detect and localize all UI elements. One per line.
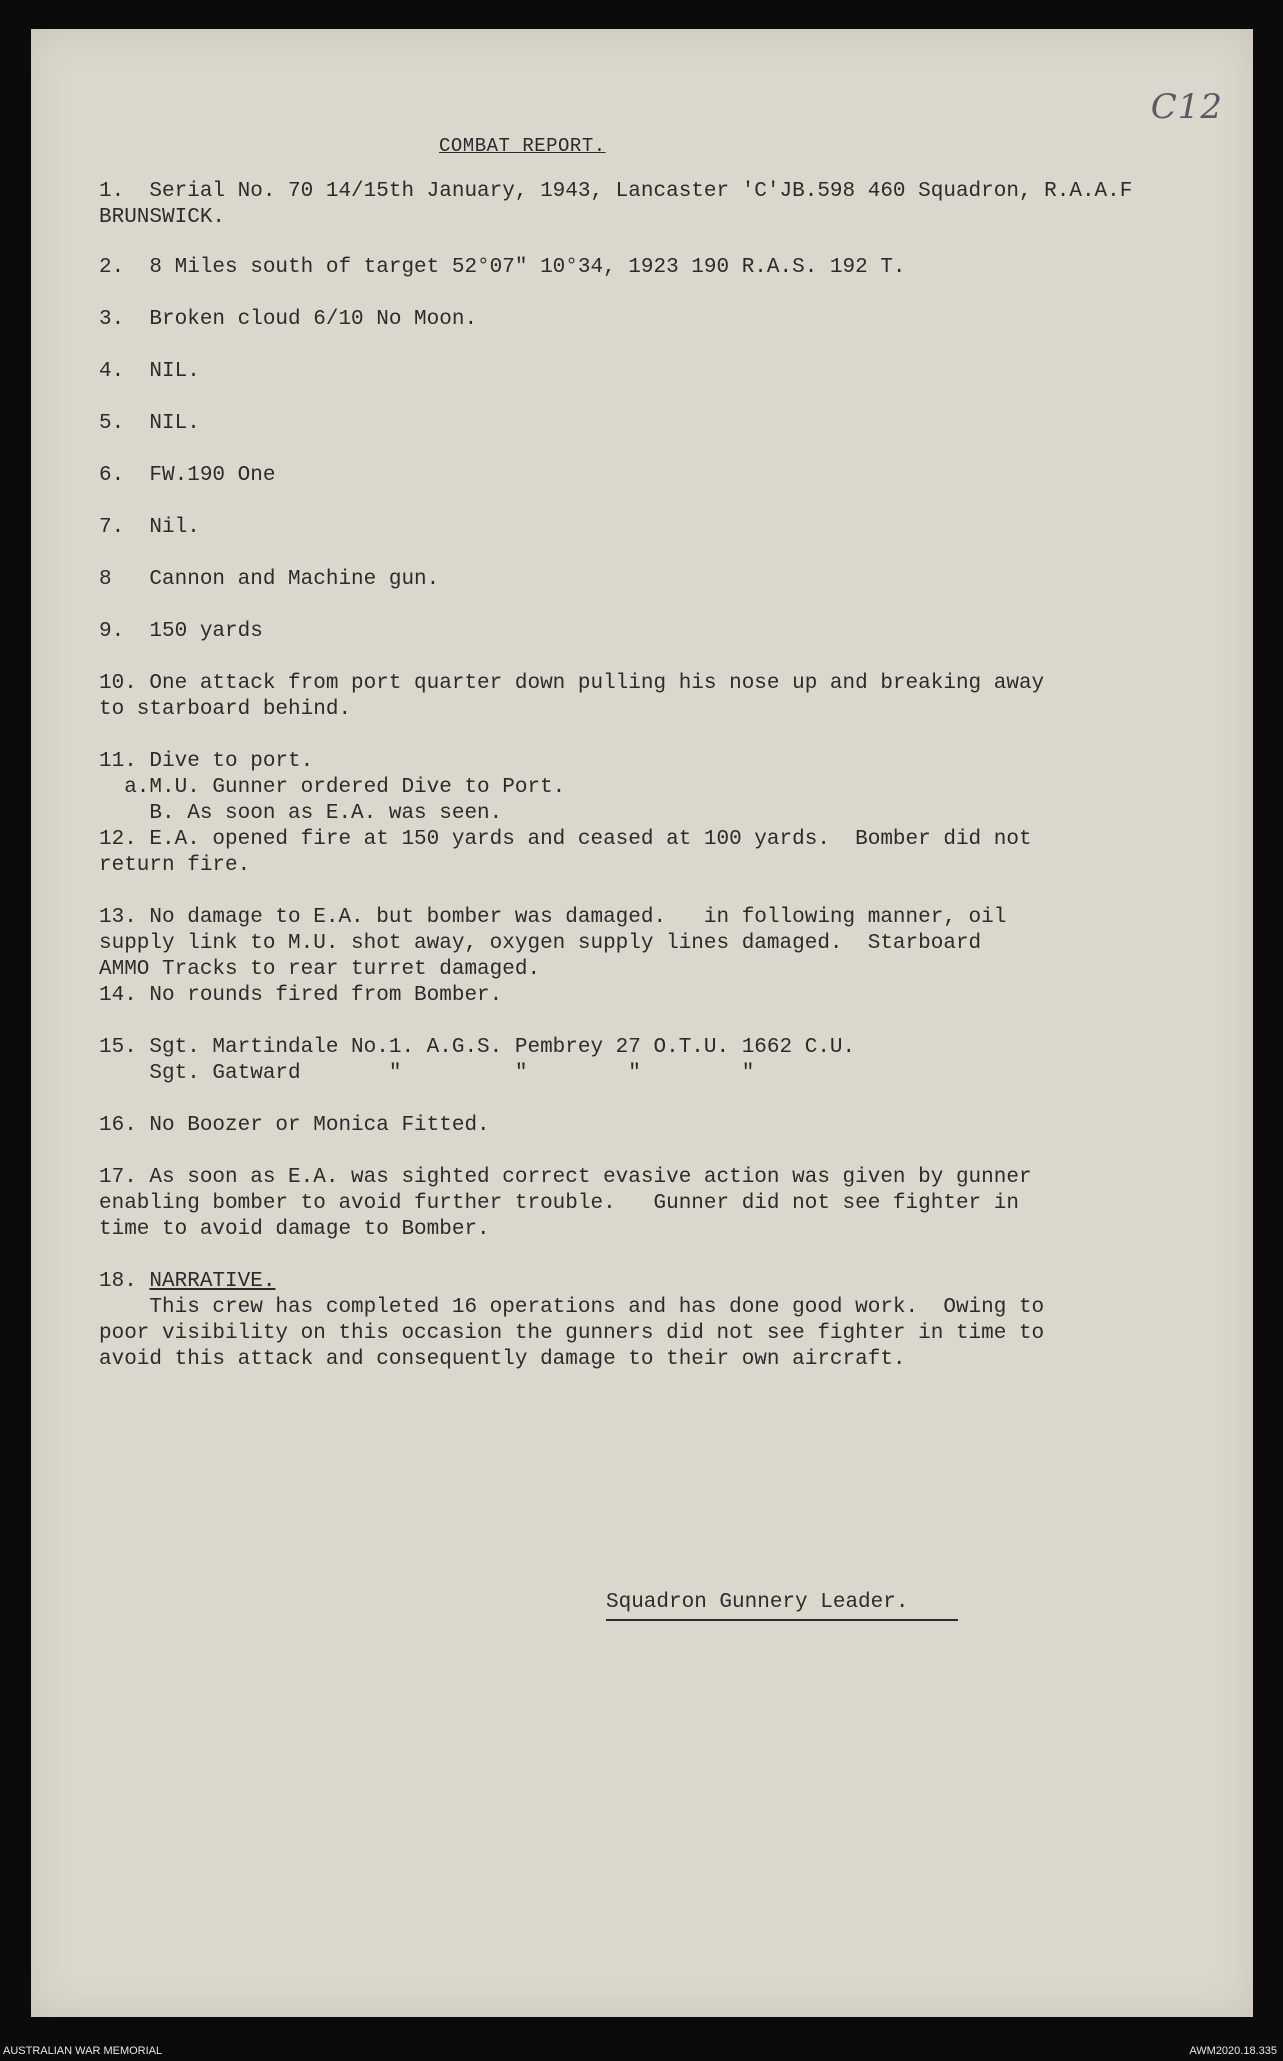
item-13-cont-2: AMMO Tracks to rear turret damaged. <box>99 958 541 981</box>
item-12-cont: return fire. <box>99 854 251 877</box>
item-15-cont: Sgt. Gatward " " " " <box>99 1062 755 1085</box>
item-3: 3. Broken cloud 6/10 No Moon. <box>99 308 478 331</box>
item-11-a: a.M.U. Gunner ordered Dive to Port. <box>99 776 566 799</box>
item-17-cont-2: time to avoid damage to Bomber. <box>99 1218 490 1241</box>
item-1-cont: BRUNSWICK. <box>99 206 226 229</box>
footer-accession-number: AWM2020.18.335 <box>1189 2045 1277 2057</box>
item-11-b: B. As soon as E.A. was seen. <box>99 802 503 825</box>
item-14: 14. No rounds fired from Bomber. <box>99 984 503 1007</box>
narrative-line-2: poor visibility on this occasion the gunners did not see fighter in time to <box>99 1322 1045 1345</box>
item-11: 11. Dive to port. <box>99 750 314 773</box>
item-7: 7. Nil. <box>99 516 200 539</box>
narrative-line-1: This crew has completed 16 operations and has done good work. Owing to <box>99 1296 1045 1319</box>
item-10-cont: to starboard behind. <box>99 698 352 721</box>
item-10: 10. One attack from port quarter down pulling his nose up and breaking away <box>99 672 1045 695</box>
item-6: 6. FW.190 One <box>99 464 276 487</box>
narrative-line-3: avoid this attack and consequently damage to their own aircraft. <box>99 1348 906 1371</box>
item-13-cont-1: supply link to M.U. shot away, oxygen supply lines damaged. Starboard <box>99 932 982 955</box>
item-12: 12. E.A. opened fire at 150 yards and ceased at 100 yards. Bomber did not <box>99 828 1032 851</box>
report-title: COMBAT REPORT. <box>439 135 606 157</box>
signature-underline <box>606 1619 958 1621</box>
item-17: 17. As soon as E.A. was sighted correct evasive action was given by gunner <box>99 1166 1032 1189</box>
item-2: 2. 8 Miles south of target 52°07" 10°34, 1923 190 R.A.S. 192 T. <box>99 256 906 279</box>
item-18 <box>99 1269 1129 1295</box>
item-13: 13. No damage to E.A. but bomber was damaged. in following manner, oil <box>99 906 1007 929</box>
footer-institution: AUSTRALIAN WAR MEMORIAL <box>3 2045 163 2057</box>
item-8: 8 Cannon and Machine gun. <box>99 568 440 591</box>
item-1-line: 1. Serial No. 70 14/15th January, 1943, Lancaster 'C'JB.598 460 Squadron, R.A.A.F <box>99 180 1133 203</box>
signature-title: Squadron Gunnery Leader. <box>606 1591 909 1614</box>
item-9: 9. 150 yards <box>99 620 263 643</box>
item-18-number: 18. <box>99 1270 150 1293</box>
report-body <box>99 179 1133 1373</box>
item-17-cont-1: enabling bomber to avoid further trouble. Gunner did not see fighter in <box>99 1192 1019 1215</box>
item-4: 4. NIL. <box>99 360 200 383</box>
item-16: 16. No Boozer or Monica Fitted. <box>99 1114 490 1137</box>
document-page <box>31 29 1253 2017</box>
item-15: 15. Sgt. Martindale No.1. A.G.S. Pembrey 27 O.T.U. 1662 C.U. <box>99 1036 856 1059</box>
page-annotation: C12 <box>1150 87 1223 127</box>
item-5: 5. NIL. <box>99 412 200 435</box>
narrative-heading: NARRATIVE. <box>149 1270 276 1293</box>
